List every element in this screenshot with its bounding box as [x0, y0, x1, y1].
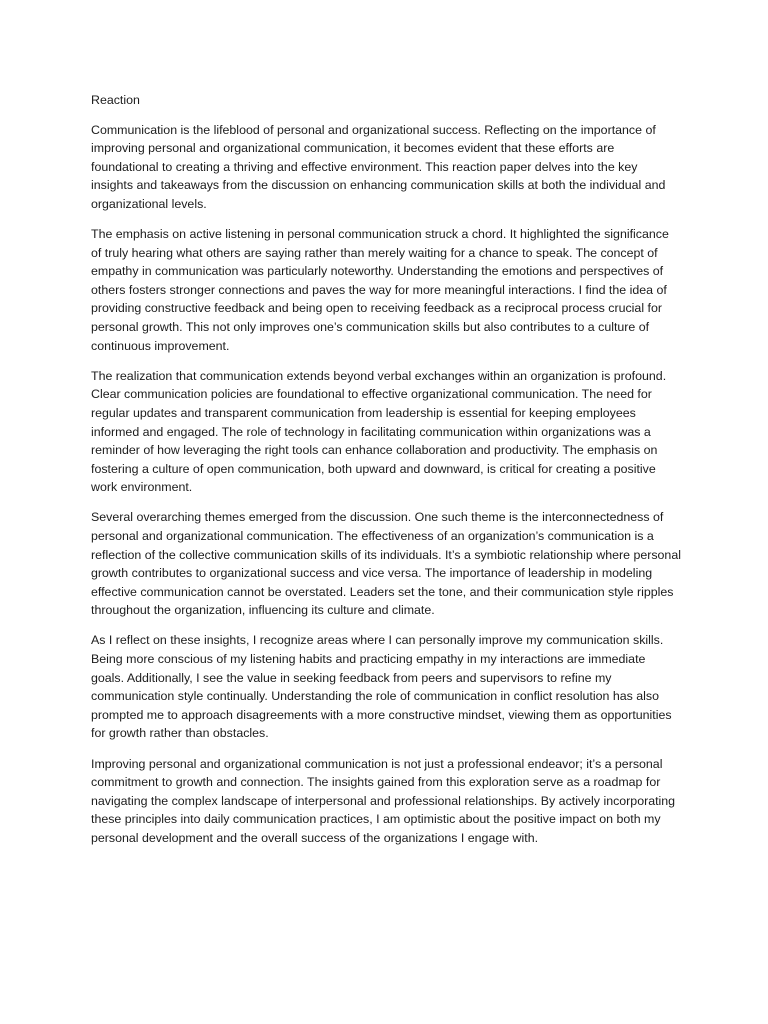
- paragraph-organizational-communication: The realization that communication extends beyond verbal exchanges within an organization is profound. Clear communication policies are foundational to effective organizational communication. The need for regular updates and transparent communication from leadership is essential for keeping employees informed and engaged. The role of technology in facilitating communication within organizations was a reminder of how leveraging the right tools can enhance collaboration and productivity. The emphasis on fostering a culture of open communication, both upward and downward, is critical for creating a positive work environment.: [91, 368, 667, 495]
- paragraph-personal-reflection: As I reflect on these insights, I recognize areas where I can personally improve my communication skills. Being more conscious of my listening habits and practicing empathy in my interactions are immediate goals. Additionally, I see the value in seeking feedback from peers and supervisors to refine my communication style continually. Understanding the role of communication in conflict resolution has also prompted me to approach disagreements with a more constructive mindset, viewing them as opportunities for growth rather than obstacles.: [91, 633, 672, 741]
- paragraph-conclusion: Improving personal and organizational communication is not just a professional endeavor; it’s a personal commitment to growth and connection. The insights gained from this exploration serve as a roadmap for navigating the complex landscape of interpersonal and professional relationships. By actively incorporating these principles into daily communication practices, I am optimistic about the positive impact on both my personal development and the overall success of the organizations I engage with.: [91, 756, 676, 845]
- paragraph-overarching-themes: Several overarching themes emerged from the discussion. One such theme is the interconnectedness of personal and organizational communication. The effectiveness of an organization’s communication is a reflection of the collective communication skills of its individuals. It’s a symbiotic relationship where personal growth contributes to organizational success and vice versa. The importance of leadership in modeling effective communication cannot be overstated. Leaders set the tone, and their communication style ripples throughout the organization, influencing its culture and climate.: [91, 510, 681, 618]
- paragraph-personal-communication: The emphasis on active listening in personal communication struck a chord. It highlighted the significance of truly hearing what others are saying rather than merely waiting for a chance to speak. The concept of empathy in communication was particularly noteworthy. Understanding the emotions and perspectives of others fosters stronger connections and paves the way for more meaningful interactions. I find the idea of providing constructive feedback and being open to receiving feedback as a reciprocal process crucial for personal growth. This not only improves one’s communication skills but also contributes to a culture of continuous improvement.: [91, 227, 669, 353]
- paragraph-introduction: Communication is the lifeblood of personal and organizational success. Reflecting on the importance of improving personal and organizational communication, it becomes evident that these efforts are foundational to creating a thriving and effective environment. This reaction paper delves into the key insights and takeaways from the discussion on enhancing communication skills at both the individual and organizational levels.: [91, 122, 666, 211]
- document-heading: Reaction: [91, 93, 140, 107]
- document-page: [91, 91, 681, 859]
